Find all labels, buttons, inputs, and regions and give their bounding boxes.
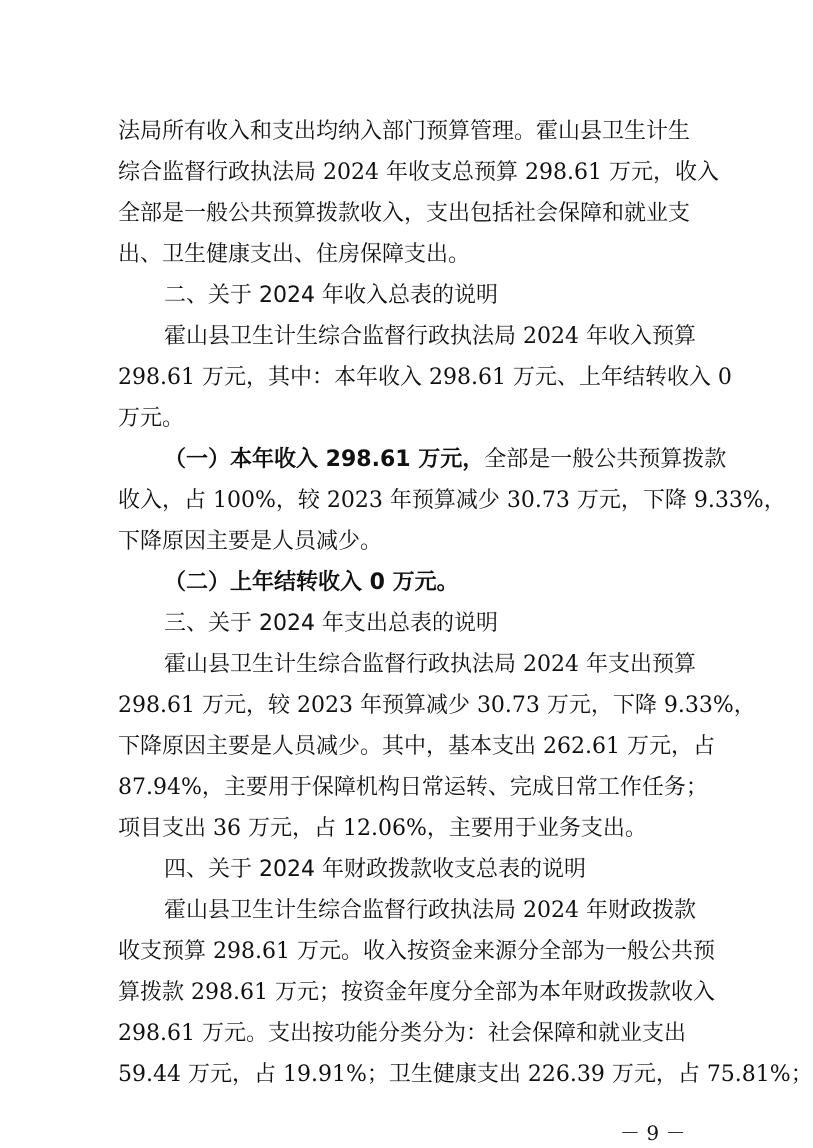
paragraph-line: 298.61 万元，其中：本年收入 298.61 万元、上年结转收入 0 <box>118 365 732 390</box>
paragraph-line: 下降原因主要是人员减少。其中，基本支出 262.61 万元，占 <box>118 734 715 759</box>
section-heading-3: 三、关于 2024 年支出总表的说明 <box>164 611 498 636</box>
paragraph-line <box>164 440 727 480</box>
paragraph-line: 霍山县卫生计生综合监督行政执法局 2024 年收入预算 <box>164 324 696 349</box>
paragraph-line: 全部是一般公共预算拨款收入，支出包括社会保障和就业支 <box>118 201 691 226</box>
paragraph-line: 出、卫生健康支出、住房保障支出。 <box>118 242 471 267</box>
paragraph-text: 全部是一般公共预算拨款 <box>484 447 727 472</box>
page-number: － 9 － <box>620 1121 686 1145</box>
paragraph-line: 项目支出 36 万元，占 12.06%，主要用于业务支出。 <box>118 816 647 841</box>
paragraph-line: 霍山县卫生计生综合监督行政执法局 2024 年财政拨款 <box>164 898 696 923</box>
section-heading-4: 四、关于 2024 年财政拨款收支总表的说明 <box>164 857 586 882</box>
paragraph-line: 87.94%，主要用于保障机构日常运转、完成日常工作任务； <box>118 775 708 800</box>
subsection-title-1: （一）本年收入 298.61 万元， <box>164 447 485 472</box>
paragraph-line: 收支预算 298.61 万元。收入按资金来源分全部为一般公共预 <box>118 939 715 964</box>
paragraph-line: 霍山县卫生计生综合监督行政执法局 2024 年支出预算 <box>164 652 696 677</box>
subsection-title-2: （二）上年结转收入 0 万元。 <box>164 570 459 595</box>
paragraph-line: 万元。 <box>118 406 185 431</box>
paragraph-line: 收入，占 100%，较 2023 年预算减少 30.73 万元，下降 9.33%， <box>118 488 786 513</box>
section-heading-2: 二、关于 2024 年收入总表的说明 <box>164 283 498 308</box>
paragraph-line: 298.61 万元，较 2023 年预算减少 30.73 万元，下降 9.33%， <box>118 693 756 718</box>
paragraph-line: 算拨款 298.61 万元；按资金年度分全部为本年财政拨款收入 <box>118 980 715 1005</box>
paragraph-line: 298.61 万元。支出按功能分类分为：社会保障和就业支出 <box>118 1021 686 1046</box>
paragraph-line: 法局所有收入和支出均纳入部门预算管理。霍山县卫生计生 <box>118 119 691 144</box>
paragraph-line: 59.44 万元，占 19.91%；卫生健康支出 226.39 万元，占 75.81%； <box>118 1062 813 1087</box>
paragraph-line: 综合监督行政执法局 2024 年收支总预算 298.61 万元，收入 <box>118 160 719 185</box>
paragraph-line: 下降原因主要是人员减少。 <box>118 529 383 554</box>
